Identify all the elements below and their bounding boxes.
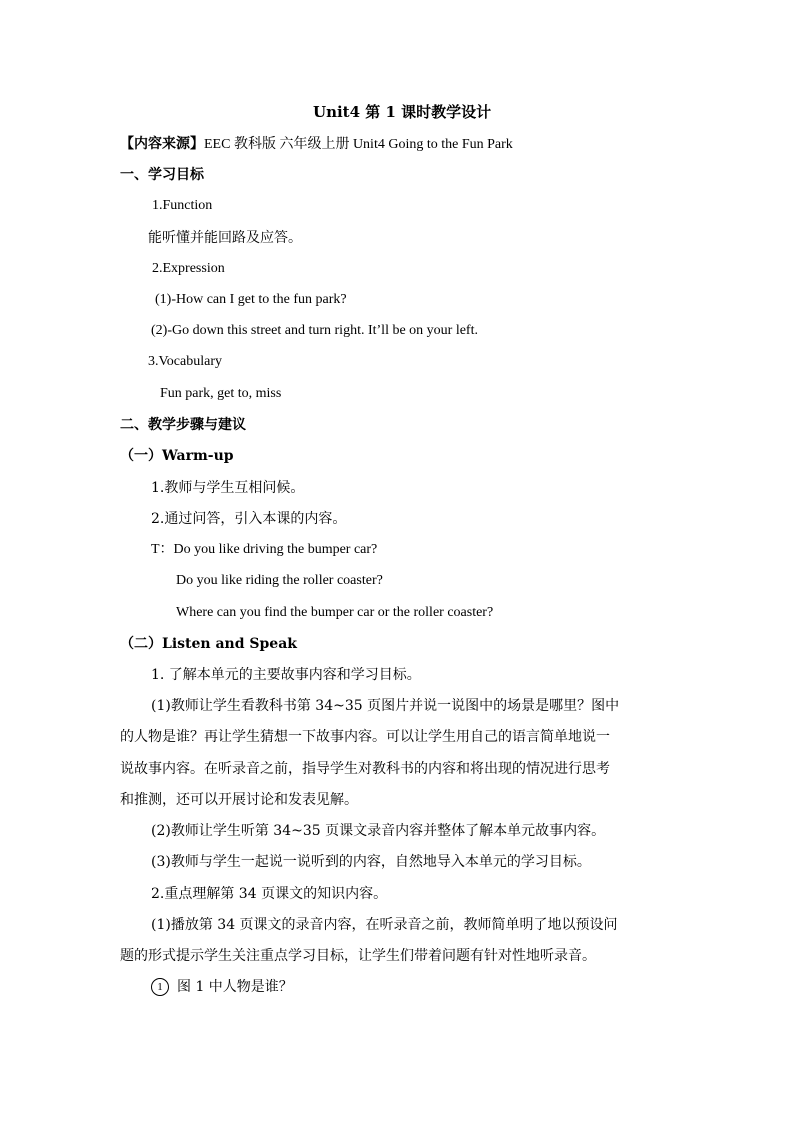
content-source-line <box>120 134 513 155</box>
paragraph-line: 的人物是谁？再让学生猜想一下故事内容。可以让学生用自己的语言简单地说一 <box>120 729 610 745</box>
teacher-question-2: Do you like riding the roller coaster? <box>176 573 383 588</box>
function-text: 能听懂并能回路及应答。 <box>148 230 302 246</box>
page-title: Unit4 第 1 课时教学设计 <box>313 103 492 121</box>
listen-speak-heading: （二）Listen and Speak <box>120 636 297 652</box>
content-source-label: 【内容来源】 <box>120 136 204 152</box>
listen-step-1: 1. 了解本单元的主要故事内容和学习目标。 <box>151 667 421 683</box>
vocabulary-text: Fun park, get to, miss <box>160 386 282 401</box>
warmup-heading: （一）Warm-up <box>120 448 234 464</box>
paragraph-2: (2)教师让学生听第 34~35 页课文录音内容并整体了解本单元故事内容。 <box>151 823 606 839</box>
section1-heading: 一、学习目标 <box>120 167 204 183</box>
listen-step-2: 2.重点理解第 34 页课文的知识内容。 <box>151 886 388 902</box>
question-figure-1 <box>151 977 293 997</box>
expression-label: 2.Expression <box>152 261 225 276</box>
function-label: 1.Function <box>152 198 213 213</box>
warmup-step-2: 2.通过问答，引入本课的内容。 <box>151 511 347 527</box>
paragraph-line: 和推测，还可以开展讨论和发表见解。 <box>120 792 358 808</box>
paragraph-line: (1)播放第 34 页课文的录音内容，在听录音之前，教师简单明了地以预设问 <box>151 917 618 933</box>
section2-heading: 二、教学步骤与建议 <box>120 417 246 433</box>
paragraph-3: (3)教师与学生一起说一说听到的内容，自然地导入本单元的学习目标。 <box>151 854 591 870</box>
paragraph-line: (1)教师让学生看教科书第 34~35 页图片并说一说图中的场景是哪里？图中 <box>151 698 620 714</box>
content-source-text: EEC 教科版 六年级上册 Unit4 Going to the Fun Park <box>204 137 513 152</box>
warmup-step-1: 1.教师与学生互相问候。 <box>151 480 305 496</box>
teacher-question-3: Where can you find the bumper car or the roller coaster? <box>176 605 494 620</box>
paragraph-line: 题的形式提示学生关注重点学习目标，让学生们带着问题有针对性地听录音。 <box>120 948 596 964</box>
paragraph-line: 说故事内容。在听录音之前，指导学生对教科书的内容和将出现的情况进行思考 <box>120 761 610 777</box>
expression-2: (2)-Go down this street and turn right. It’ll be on your left. <box>151 323 478 338</box>
question-figure-1-text: 图 1 中人物是谁？ <box>177 979 293 995</box>
vocabulary-label: 3.Vocabulary <box>148 354 222 369</box>
teacher-question-1: T：Do you like driving the bumper car? <box>151 542 378 557</box>
expression-1: (1)-How can I get to the fun park? <box>155 292 347 307</box>
circled-number: 1 <box>151 978 169 996</box>
